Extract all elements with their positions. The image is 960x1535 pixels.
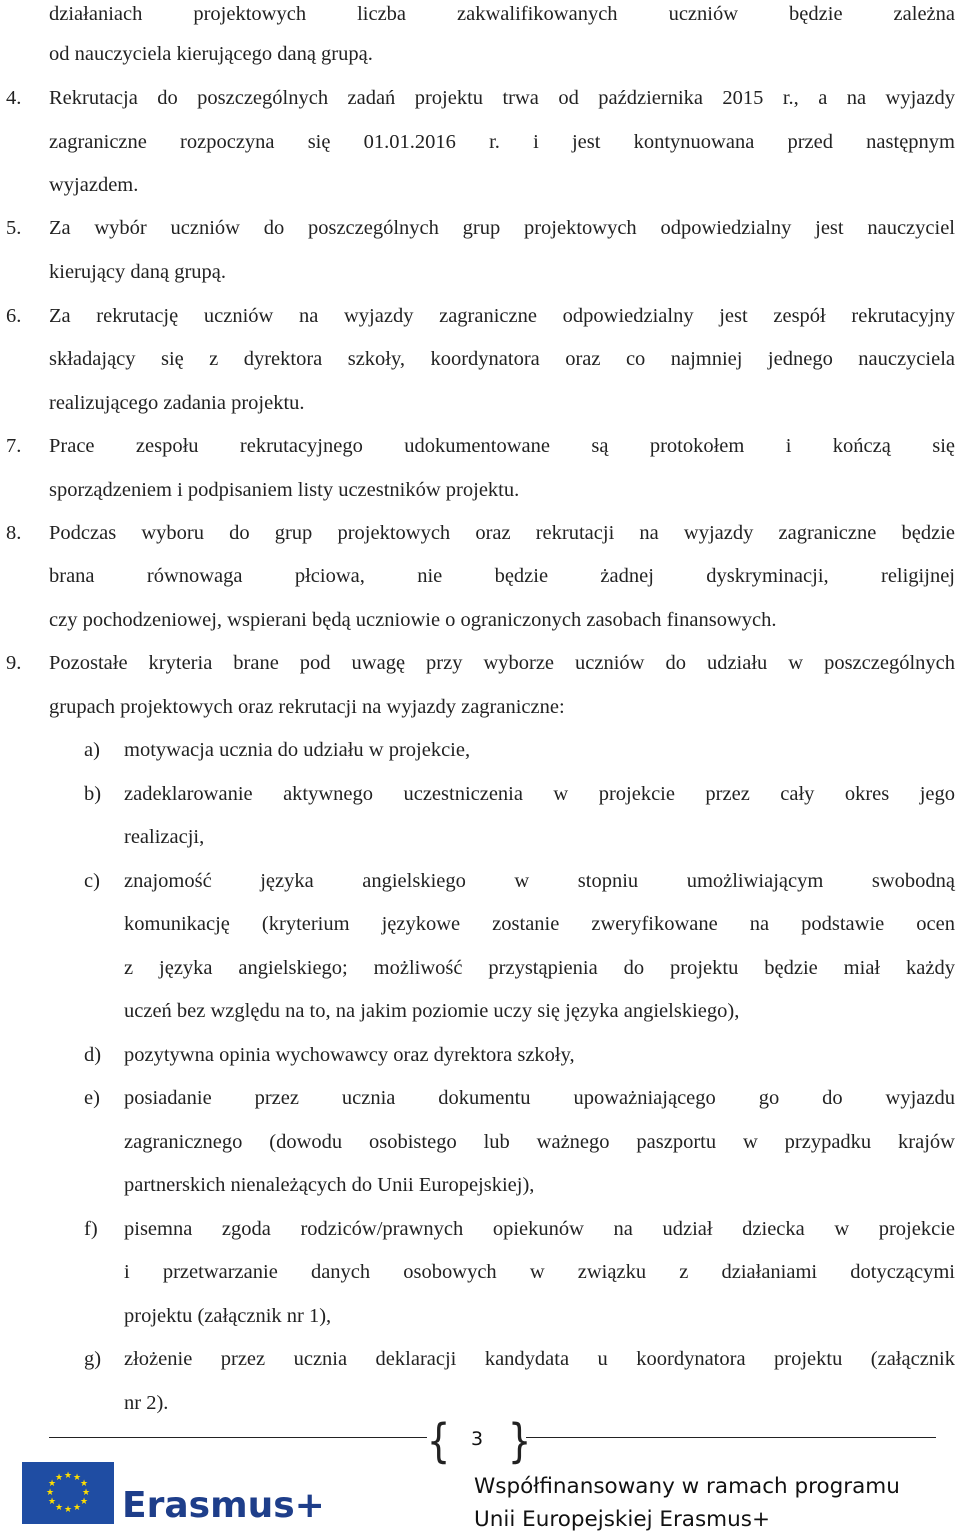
list-number: 5. xyxy=(6,217,22,239)
text-line: projektu (załącznik nr 1), xyxy=(124,1305,332,1327)
text-line: kierujący daną grupą. xyxy=(49,261,227,283)
list-letter: f) xyxy=(84,1218,98,1240)
text-line: wyjazdem. xyxy=(49,174,139,196)
text-line: zagraniczne rozpoczyna się 01.01.2016 r. i jest kontynuowana przed następnym xyxy=(49,131,955,153)
text-line: grupach projektowych oraz rekrutacji na wyjazdy zagraniczne: xyxy=(49,696,565,718)
list-number: 8. xyxy=(6,522,22,544)
text-line: zadeklarowanie aktywnego uczestniczenia w projekcie przez cały okres jego xyxy=(124,783,955,805)
text-line: od nauczyciela kierującego daną grupą. xyxy=(49,43,373,65)
cofinanced-line-2: Unii Europejskiej Erasmus+ xyxy=(474,1507,770,1532)
list-letter: a) xyxy=(84,739,100,761)
eu-flag-icon xyxy=(22,1462,114,1524)
svg-text:★: ★ xyxy=(47,1497,57,1507)
text-line: sporządzeniem i podpisaniem listy uczestników projektu. xyxy=(49,479,520,501)
svg-text:★: ★ xyxy=(47,1479,57,1489)
list-number: 6. xyxy=(6,305,22,327)
text-line: brana równowaga płciowa, nie będzie żadnej dyskryminacji, religijnej xyxy=(49,565,955,587)
text-line: nr 2). xyxy=(124,1392,169,1414)
text-line: Prace zespołu rekrutacyjnego udokumentowane są protokołem i kończą się xyxy=(49,435,955,457)
text-line: komunikację (kryterium językowe zostanie zweryfikowane na podstawie ocen xyxy=(124,913,955,935)
list-number: 9. xyxy=(6,652,22,674)
list-letter: e) xyxy=(84,1087,100,1109)
list-letter: d) xyxy=(84,1044,102,1066)
list-letter: g) xyxy=(84,1348,102,1370)
text-line: posiadanie przez ucznia dokumentu upoważniającego go do wyjazdu xyxy=(124,1087,955,1109)
text-line: uczeń bez względu na to, na jakim poziomie uczy się języka angielskiego), xyxy=(124,1000,740,1022)
list-letter: c) xyxy=(84,870,100,892)
text-line: i przetwarzanie danych osobowych w związku z działaniami dotyczącymi xyxy=(124,1261,955,1283)
text-line: znajomość języka angielskiego w stopniu umożliwiającym swobodną xyxy=(124,870,955,892)
cofinanced-line-1: Współfinansowany w ramach programu xyxy=(474,1474,900,1499)
svg-text:★: ★ xyxy=(63,1505,73,1515)
text-line: Za wybór uczniów do poszczególnych grup projektowych odpowiedzialny jest nauczyciel xyxy=(49,217,955,239)
text-line: zagranicznego (dowodu osobistego lub ważnego paszportu w przypadku krajów xyxy=(124,1131,955,1153)
svg-text:★: ★ xyxy=(72,1473,82,1483)
svg-text:★: ★ xyxy=(54,1473,64,1483)
svg-text:★: ★ xyxy=(79,1479,89,1489)
list-number: 7. xyxy=(6,435,22,457)
svg-text:★: ★ xyxy=(54,1503,64,1513)
page-number: 3 xyxy=(471,1428,484,1450)
text-line: czy pochodzeniowej, wspierani będą uczniowie o ograniczonych zasobach finansowych. xyxy=(49,609,777,631)
text-line: Rekrutacja do poszczególnych zadań projektu trwa od października 2015 r., a na wyjazdy xyxy=(49,87,955,109)
right-brace-icon: } xyxy=(507,1414,532,1468)
text-line: realizującego zadania projektu. xyxy=(49,392,305,414)
list-letter: b) xyxy=(84,783,102,805)
svg-text:★: ★ xyxy=(45,1488,55,1498)
text-line: złożenie przez ucznia deklaracji kandydata u koordynatora projektu (załącznik xyxy=(124,1348,955,1370)
svg-text:★: ★ xyxy=(79,1497,89,1507)
list-number: 4. xyxy=(6,87,22,109)
text-line: pisemna zgoda rodziców/prawnych opiekunów na udział dziecka w projekcie xyxy=(124,1218,955,1240)
footer-rule-right xyxy=(526,1437,936,1438)
text-line: partnerskich nienależących do Unii Europejskiej), xyxy=(124,1174,535,1196)
text-line: działaniach projektowych liczba zakwalifikowanych uczniów będzie zależna xyxy=(49,3,955,25)
text-line: Pozostałe kryteria brane pod uwagę przy wyborze uczniów do udziału w poszczególnych xyxy=(49,652,955,674)
erasmus-logo-text: Erasmus+ xyxy=(122,1485,325,1526)
svg-text:★: ★ xyxy=(63,1471,73,1481)
text-line: Za rekrutację uczniów na wyjazdy zagraniczne odpowiedzialny jest zespół rekrutacyjny xyxy=(49,305,955,327)
footer-rule-left xyxy=(49,1437,427,1438)
text-line: realizacji, xyxy=(124,826,205,848)
text-line: składający się z dyrektora szkoły, koordynatora oraz co najmniej jednego nauczyciela xyxy=(49,348,955,370)
text-line: z języka angielskiego; możliwość przystąpienia do projektu będzie miał każdy xyxy=(124,957,955,979)
svg-text:★: ★ xyxy=(81,1488,91,1498)
left-brace-icon: { xyxy=(426,1414,451,1468)
text-line: Podczas wyboru do grup projektowych oraz rekrutacji na wyjazdy zagraniczne będzie xyxy=(49,522,955,544)
svg-text:★: ★ xyxy=(72,1503,82,1513)
text-line: motywacja ucznia do udziału w projekcie, xyxy=(124,739,471,761)
text-line: pozytywna opinia wychowawcy oraz dyrektora szkoły, xyxy=(124,1044,575,1066)
